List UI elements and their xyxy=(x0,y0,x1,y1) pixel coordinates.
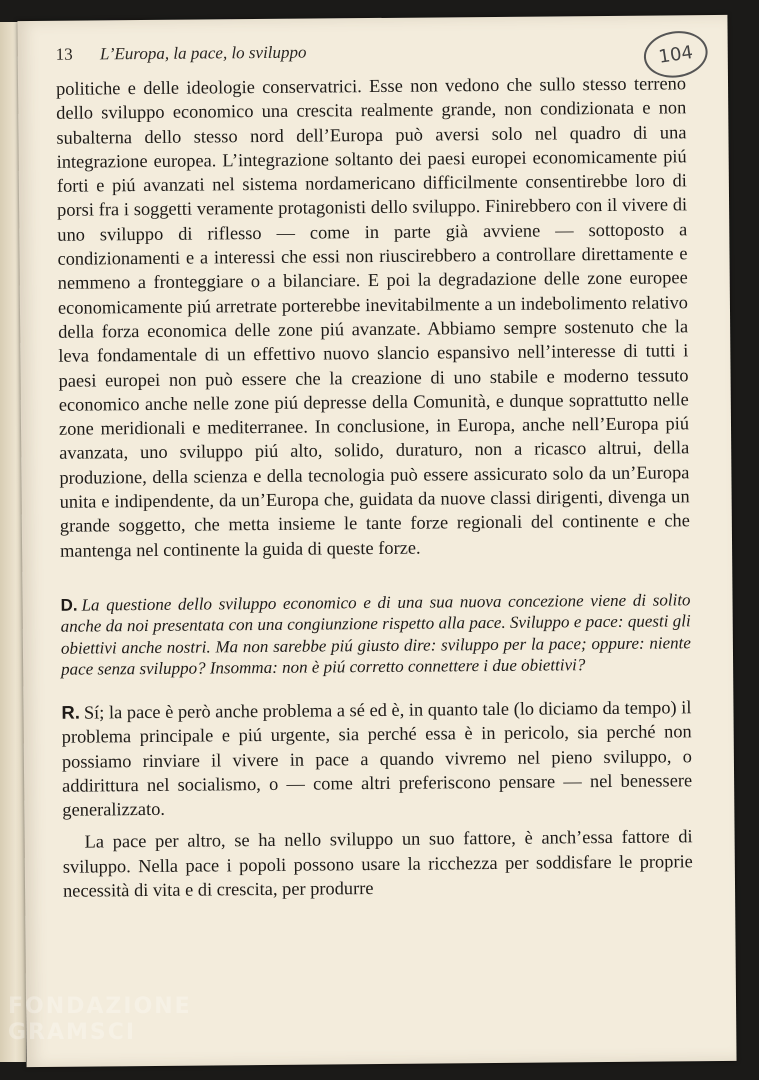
watermark-line-2: GRAMSCI xyxy=(8,1020,137,1045)
question-text: La questione dello sviluppo economico e di una sua nuova concezione viene di solito anche da noi presentata con una congiunzione rispetto alla pace. Sviluppo e pace: questi gli obiettivi anche nostri. Ma non sarebbe piú giusto dire: sviluppo per la pace; oppure: niente pace senza sviluppo? Insomma: non è piú corretto connettere i due obiettivi? xyxy=(60,590,691,680)
paragraph-final: La pace per altro, se ha nello sviluppo un suo fattore, è anch’essa fattore di sviluppo. Nella pace i popoli possono usare la ricchezza per soddisfare le proprie necessità di vita e di crescita, per produrre xyxy=(62,826,693,901)
interview-question xyxy=(60,589,691,680)
paragraph-continuation: politiche e delle ideologie conservatrici. Esse non vedono che sullo stesso terreno dello sviluppo economico una crescita realmente grande, non condizionata e non subalterna dello stesso nord dell’Europa può aversi solo nel quadro di una integrazione europea. L’integrazione soltanto dei paesi europei economicamente piú forti e piú avanzati nel sistema nordamericano difficilmente consentirebbe loro di porsi fra i soggetti veramente protagonisti dello sviluppo. Finirebbero con il vivere di uno sviluppo di riflesso — come in parte già avviene — sottoposto a condizionamenti e a interessi che essi non riuscirebbero a controllare direttamente e nemmeno a fronteggiare o a bilanciare. E poi la degradazione delle zone europee economicamente piú arretrate porterebbe inevitabilmente a un indebolimento relativo della forza economica delle zone piú avanzate. Abbiamo sempre sostenuto che la leva fondamentale di un effettivo nuovo slancio espansivo nell’interesse di tutti i paesi europei non può essere che la creazione di uno stabile e moderno tessuto economico anche nelle zone piú depresse della Comunità, e dunque soprattutto nelle zone meridionali e mediterranee. In conclusione, in Europa, anche nell’Europa piú avanzata, uno sviluppo piú alto, solido, duraturo, non a ricasco altrui, della produzione, della scienza e della tecnologia può essere assicurato solo da un’Europa unita e indipendente, da un’Europa che, guidata da nuove classi dirigenti, divenga un grande soggetto, che metta insieme le tante forze regionali del continente e che mantenga nel continente la guida di queste forze. xyxy=(55,73,690,561)
running-title: L’Europa, la pace, lo sviluppo xyxy=(99,42,307,64)
question-label: D. xyxy=(60,595,78,615)
page-body xyxy=(56,71,693,903)
interview-answer xyxy=(61,695,692,822)
page-number: 13 xyxy=(55,44,73,64)
running-header xyxy=(56,43,307,65)
answer-label: R. xyxy=(61,701,80,723)
book-page xyxy=(17,15,736,1067)
archive-stamp: 104 xyxy=(641,27,711,82)
watermark-line-1: FONDAZIONE xyxy=(8,994,192,1019)
answer-text: Sí; la pace è però anche problema a sé ed è, in quanto tale (lo diciamo da tempo) il problema principale e piú urgente, sia perché essa è in pericolo, sia perché non possiamo rinviare il vivere in pace a quando vivremo nel pieno sviluppo, o addirittura nel socialismo, o — come altri preferiscono pensare — nel benessere generalizzato. xyxy=(61,697,693,820)
